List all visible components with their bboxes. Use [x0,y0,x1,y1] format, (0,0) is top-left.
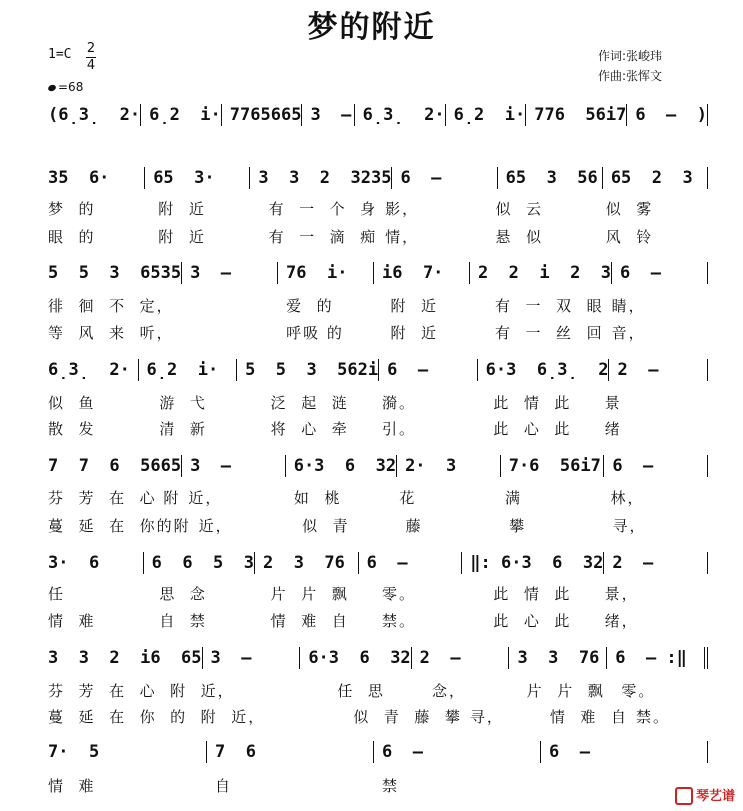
measure: 35 6· [48,168,110,188]
measure: 2 – [411,647,509,669]
measure: 3 3 2 i6 65 [48,648,202,668]
lyric-segment: 片 片 飘 [270,584,349,603]
measure: 7765665 [221,104,302,126]
logo-icon [675,787,693,805]
lyric-segment [265,705,345,727]
notes-line [40,648,708,668]
time-signature-bottom: 4 [86,58,96,73]
lyrics-line [40,295,708,315]
time-signature [86,42,96,73]
lyric-segment: 情 难 自 [549,707,628,726]
lyrics-line [40,418,708,438]
measure: 776 56i7 [525,104,626,126]
measure: 3 – [181,262,277,284]
measure: 6 – [391,167,496,189]
lyrics-line [40,583,708,603]
lyric-segment: 似 青 藤 攀 [353,707,462,726]
lyric-segment: 悬 似 [495,227,543,246]
lyric-segment: 绪 [604,419,622,438]
lyrics-line [40,198,708,218]
notes-line [40,168,708,188]
lyrics-line [40,487,708,507]
lyric-segment: 有 一 丝 回 [494,323,604,342]
lyric-segment: 漪。 [381,393,416,412]
measure: 6̣3̣ 2· [48,360,130,380]
lyric-segment: 攀 [509,516,527,535]
lyrics-line [40,706,708,726]
measure: 7· 5 [48,742,100,762]
lyric-segment: 睛， [611,296,646,315]
lyric-segment: 自 [215,776,233,795]
measure: 65 3· [144,167,249,189]
lyric-segment: 景， [604,584,639,603]
measure: i6 7· [373,262,469,284]
lyric-segment: 影， [385,199,420,218]
lyric-segment: 藤 [405,516,423,535]
measure: 3 3 76 [508,647,606,669]
lyric-segment: 景 [604,393,622,412]
measure: 65 2 3 [602,167,708,189]
measure: 3 3 2 3235 [249,167,391,189]
lyric-segment: 游 弋 [159,393,207,412]
lyric-segment: 引。 [381,419,416,438]
lyric-segment: 芬 芳 在 心 附 [48,488,181,507]
lyric-segment: 此 情 此 [493,393,572,412]
lyric-segment: 风 铃 [605,227,654,246]
lyrics-line [40,610,708,630]
measure: 6 – :‖ [606,647,708,669]
measure: 2 2 i 2 3 [469,262,611,284]
lyric-segment [174,294,278,316]
lyric-segment: 禁。 [635,707,670,726]
lyric-segment: 附 近 [158,199,206,218]
notes-line [40,360,708,380]
measure: 6̣2 i· [445,104,526,126]
measure: 3 – [181,455,285,477]
lyric-segment: 林， [610,488,645,507]
lyric-segment: 如 桃 [293,488,342,507]
measure: 3 – [202,647,300,669]
lyric-segment: 此 心 此 [493,611,572,630]
lyric-segment: 将 心 牵 [270,419,349,438]
lyric-segment: 徘 徊 不 定， [48,296,174,315]
lyric-segment: 似 云 [495,199,543,218]
lyric-segment: 似 青 [302,516,350,535]
measure: (6̣3̣ 2· [48,105,141,125]
lyric-segment: 寻， [469,707,504,726]
measure: 6·3 6̣3̣ 2 [477,359,609,381]
measure: 6 – [611,262,708,284]
credits [598,46,662,86]
tempo-marking: =68 [48,80,83,94]
measure: 3· 6 [48,553,100,573]
lyricist: 作词:张峻玮 [598,49,663,63]
measure: 3 – [301,104,353,126]
measure: 6 – [603,455,708,477]
lyric-segment: 爱 的 [286,296,334,315]
lyric-segment: 散 发 [48,419,96,438]
measure: 2 – [603,552,708,574]
lyric-segment: 蔓 延 在 你的附 [48,516,191,535]
notes-line [40,742,708,762]
measure: 7·6 56i7 [500,455,604,477]
notes-line [40,263,708,283]
composer: 作曲:张恽文 [598,69,663,83]
measure: 2 3 76 [254,552,358,574]
lyrics-line [40,680,708,700]
song-title: 梦的附近 [307,10,436,45]
lyric-segment: 寻， [612,516,647,535]
lyric-segment: 零。 [621,681,656,700]
lyric-segment: 花 [399,488,417,507]
lyrics-line [40,226,708,246]
lyric-segment: 禁。 [381,611,416,630]
lyric-segment: 思 念 [159,584,207,603]
lyric-segment: 满 [504,488,522,507]
lyric-segment: 呼吸 的 [286,323,344,342]
measure: 6·3 6 32 [285,455,396,477]
measure: 5 5 3 6535 [48,263,182,283]
measure: 6 6 5 3 [143,552,254,574]
lyric-segment: 眼 的 [48,227,96,246]
lyric-segment: 自 禁 [159,611,207,630]
lyric-segment: 任 思 [337,681,385,700]
lyric-segment: 有 一 双 眼 [494,296,604,315]
measure: 6 – [373,741,540,763]
measure: 6̣2 i· [138,359,237,381]
measure: 5 5 3 562i [236,359,378,381]
notes-line [40,105,708,125]
lyric-segment: 附 近 [158,227,206,246]
measure: 6 – ) [626,104,708,126]
measure: 6 – [378,359,477,381]
lyric-segment: 情 难 自 [270,611,349,630]
measure: 65 3 56 [497,167,602,189]
lyric-segment: 蔓 延 在 你 的 附 近， [48,707,266,726]
lyric-segment: 片 片 飘 [526,681,605,700]
measure: 7 7 6 5665 [48,456,182,476]
lyric-segment: 此 情 此 [493,584,572,603]
lyric-segment: 音， [611,323,646,342]
lyric-segment: 有 一 个 身 [268,199,378,218]
measure: 6̣3̣ 2· [354,104,445,126]
lyric-segment: 禁 [382,776,400,795]
lyric-segment: 梦 的 [48,199,96,218]
notes-line [40,553,708,573]
measure: 6̣2 i· [140,104,221,126]
lyric-segment: 附 近 [390,296,439,315]
measure: 6 – [540,741,708,763]
lyric-segment: 任 [48,584,66,603]
lyric-segment: 泛 起 涟 [270,393,349,412]
watermark: 琴艺谱 [675,785,735,806]
lyric-segment: 情， [385,227,420,246]
lyric-segment: 绪， [604,611,639,630]
lyric-segment: 附 近 [390,323,439,342]
lyric-segment: 念， [432,681,467,700]
measure: 6·3 6 32 [299,647,410,669]
lyric-segment [235,679,330,701]
lyrics-line [40,775,708,795]
lyric-segment: 有 一 滴 痴 [268,227,378,246]
quarter-note-icon [47,83,57,91]
lyric-segment: 等 风 来 听， [48,323,174,342]
lyric-segment: 清 新 [159,419,207,438]
lyrics-line [40,515,708,535]
lyric-segment: 似 雾 [605,199,654,218]
lyric-segment: 情 难 [48,611,96,630]
lyric-segment: 情 难 [48,776,96,795]
measure: 6 – [358,552,462,574]
lyrics-line [40,322,708,342]
lyric-segment: 芬 芳 在 心 附 近， [48,681,235,700]
lyric-segment: 近， [198,516,233,535]
measure: 76 i· [277,262,373,284]
lyric-segment: 似 鱼 [48,393,96,412]
measure: 2· 3 [396,455,500,477]
notes-line [40,456,708,476]
time-signature-top: 2 [86,41,96,56]
measure: 2 – [608,359,708,381]
measure: ‖: 6·3 6 32 [461,552,603,574]
measure: 7 6 [206,741,373,763]
lyric-segment: 此 心 此 [493,419,572,438]
lyric-segment: 零。 [381,584,416,603]
lyric-segment: 近， [188,488,223,507]
lyric-segment [174,321,278,343]
key-signature: 1=C [48,47,72,62]
lyrics-line [40,392,708,412]
